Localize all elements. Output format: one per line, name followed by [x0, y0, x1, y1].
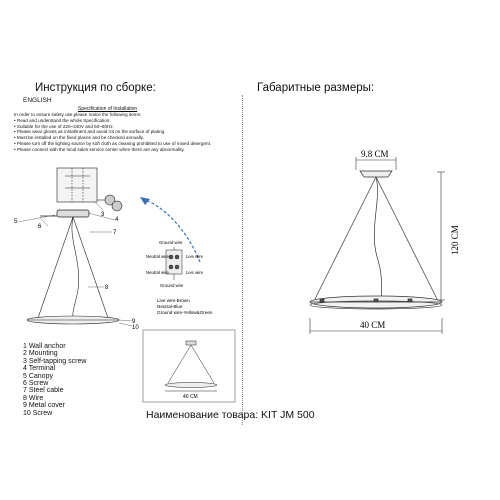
callout-number: 7: [113, 230, 117, 236]
legend-item: 7 Steel cable: [23, 387, 64, 395]
diameter-label: 40 CM: [360, 320, 386, 330]
spec-line: • Please connect with the local sales service center when there are any abnormality.: [14, 146, 185, 152]
spec-line: In order to ensure safety use,please notice the following items:: [14, 112, 142, 117]
spec-title: Specification of Installation: [78, 106, 138, 112]
legend-item: 1 Wall anchor: [23, 343, 66, 350]
callout-number: 3: [101, 212, 105, 218]
legend-item: 6 Screw: [23, 380, 49, 388]
callout-number: 4: [115, 217, 119, 223]
legend-item: 9 Metal cover: [23, 402, 66, 410]
instructions-heading: Инструкция по сборке:: [35, 82, 156, 94]
canopy-width-label: 9.8 CM: [361, 149, 389, 159]
parts-legend: [23, 343, 86, 417]
wiring-live-label-lower: Live wire: [186, 270, 203, 275]
legend-item: 5 Canopy: [23, 372, 53, 380]
callout-number: 9: [132, 319, 136, 325]
dimension-drawing: [310, 171, 442, 309]
spec-line: • Please turn off the lighting source by soft cloth as cleaning prohibited to use of mixed detergent.: [14, 140, 212, 146]
product-name: Наименование товара: KIT JM 500: [146, 409, 315, 421]
wiring-neutral-label-lower: Neutral wire: [146, 270, 169, 275]
callout-number: 5: [14, 219, 18, 225]
wiring-live-label: Live wire: [186, 254, 203, 259]
small-pendant-drawing: [165, 341, 217, 391]
canopy-drawing: [40, 210, 89, 217]
wiring-legend-line: Ground wire-Yellow&Green: [157, 310, 213, 315]
spec-line: • Must be installed on the fixed places and be checked annually.: [14, 135, 144, 141]
wiring-neutral-label: Neutral wire: [146, 254, 169, 259]
wiring-legend-line: Neutral-Blue: [157, 304, 183, 309]
spec-line: • Read and understand the whole Specification.: [14, 117, 111, 123]
wiring-legend-line: Live wire-Brown: [157, 298, 190, 303]
ceiling-mount-drawing: [57, 168, 122, 211]
callout-number: 6: [38, 224, 42, 230]
callout-number: 10: [132, 325, 139, 331]
legend-item: 2 Mounting: [23, 350, 58, 358]
terminal-block-drawing: [166, 247, 182, 280]
legend-item: 10 Screw: [23, 409, 53, 417]
legend-item: 8 Wire: [23, 394, 44, 402]
spec-line: • Suitable for the use of 220~240V and 50~60Hz.: [14, 123, 114, 129]
spec-line: • Please wear gloves as installment and avoid rot on the surface of plating.: [14, 129, 166, 135]
small-diameter-label: 40 CM: [183, 394, 198, 400]
pendant-ring-drawing: [27, 217, 119, 324]
wiring-ground-top: Ground wire: [159, 240, 183, 245]
legend-item: 4 Terminal: [23, 365, 56, 373]
language-label: ENGLISH: [23, 97, 52, 104]
callout-number: 8: [105, 285, 109, 291]
legend-item: 3 Self-tapping screw: [23, 357, 87, 365]
wiring-ground-bottom: Ground wire: [160, 283, 184, 288]
height-label: 120 CM: [450, 225, 460, 255]
dimensions-heading: Габаритные размеры:: [257, 82, 375, 94]
